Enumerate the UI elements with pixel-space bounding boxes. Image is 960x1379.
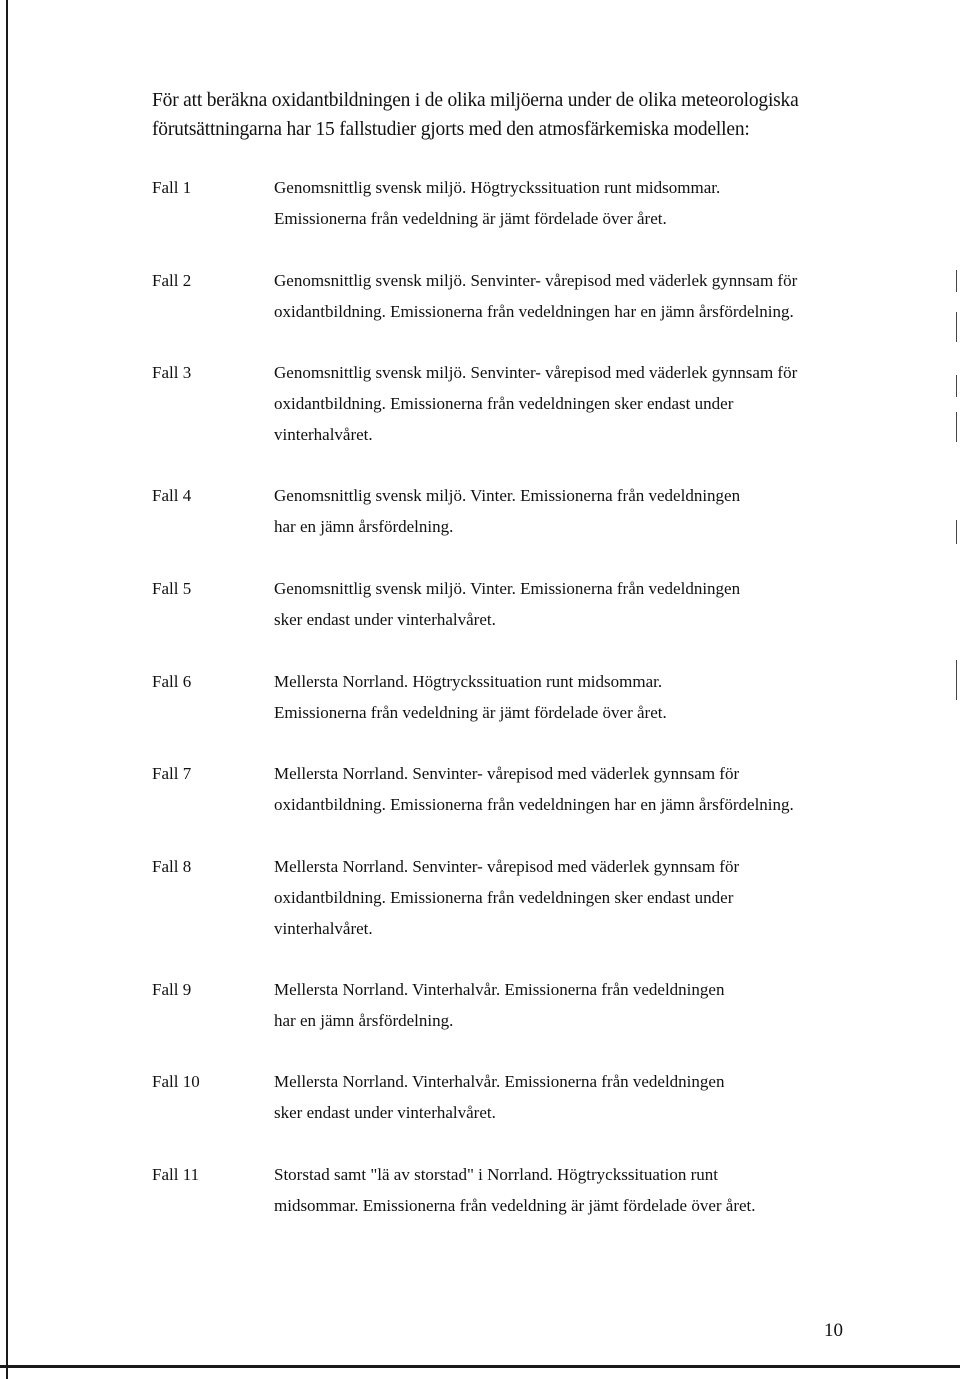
case-label: Fall 8: [152, 857, 192, 876]
case-line: oxidantbildning. Emissionerna från vedeldningen har en jämn årsfördelning.: [274, 795, 794, 814]
case-description: [274, 666, 864, 728]
case-line: midsommar. Emissionerna från vedeldning är jämt fördelade över året.: [274, 1196, 756, 1215]
case-label: Fall 11: [152, 1165, 200, 1184]
case-line: Genomsnittlig svensk miljö. Vinter. Emissionerna från vedeldningen: [274, 579, 741, 598]
case-label: Fall 10: [152, 1072, 200, 1091]
case-line: Mellersta Norrland. Högtryckssituation runt midsommar.: [274, 672, 663, 691]
case-line: Genomsnittlig svensk miljö. Vinter. Emissionerna från vedeldningen: [274, 486, 741, 505]
case-line: Mellersta Norrland. Senvinter- vårepisod med väderlek gynnsam för: [274, 857, 740, 876]
case-line: Emissionerna från vedeldning är jämt fördelade över året.: [274, 703, 667, 722]
case-line: oxidantbildning. Emissionerna från vedeldningen sker endast under: [274, 394, 734, 413]
case-line: har en jämn årsfördelning.: [274, 1011, 454, 1030]
scan-mark: [956, 270, 957, 292]
case-label: Fall 9: [152, 980, 192, 999]
case-label: Fall 4: [152, 486, 192, 505]
intro-line: För att beräkna oxidantbildningen i de olika miljöerna under de olika meteorologiska: [152, 90, 799, 111]
case-line: sker endast under vinterhalvåret.: [274, 1103, 496, 1122]
case-line: har en jämn årsfördelning.: [274, 517, 454, 536]
case-description: [274, 758, 864, 820]
case-label: Fall 6: [152, 672, 192, 691]
case-description: [274, 480, 864, 542]
case-description: [274, 265, 864, 327]
case-line: Storstad samt "lä av storstad" i Norrland. Högtryckssituation runt: [274, 1165, 719, 1184]
case-description: [274, 1159, 864, 1221]
case-label: Fall 3: [152, 363, 192, 382]
case-line: sker endast under vinterhalvåret.: [274, 610, 496, 629]
case-label: Fall 7: [152, 764, 192, 783]
case-line: Mellersta Norrland. Vinterhalvår. Emissionerna från vedeldningen: [274, 1072, 725, 1091]
case-label: Fall 2: [152, 271, 192, 290]
case-label: Fall 5: [152, 579, 192, 598]
scan-mark: [956, 520, 957, 544]
case-line: oxidantbildning. Emissionerna från vedeldningen har en jämn årsfördelning.: [274, 302, 794, 321]
case-description: [274, 172, 864, 234]
case-line: Mellersta Norrland. Senvinter- vårepisod med väderlek gynnsam för: [274, 764, 740, 783]
page-number: 10: [824, 1320, 843, 1341]
case-description: [274, 573, 864, 635]
case-description: [274, 1066, 864, 1128]
case-line: vinterhalvåret.: [274, 919, 373, 938]
scan-edge-line: [6, 0, 8, 1379]
case-line: vinterhalvåret.: [274, 425, 373, 444]
scan-mark: [956, 375, 957, 397]
case-description: [274, 974, 864, 1036]
case-line: Genomsnittlig svensk miljö. Senvinter- vårepisod med väderlek gynnsam för: [274, 271, 798, 290]
case-line: Mellersta Norrland. Vinterhalvår. Emissionerna från vedeldningen: [274, 980, 725, 999]
case-line: oxidantbildning. Emissionerna från vedeldningen sker endast under: [274, 888, 734, 907]
case-description: [274, 357, 864, 450]
scan-mark: [956, 660, 957, 700]
scan-mark: [956, 312, 957, 342]
case-line: Genomsnittlig svensk miljö. Senvinter- vårepisod med väderlek gynnsam för: [274, 363, 798, 382]
intro-line: förutsättningarna har 15 fallstudier gjorts med den atmosfärkemiska modellen:: [152, 119, 750, 140]
bottom-rule: [0, 1365, 960, 1368]
intro-paragraph: [152, 86, 852, 144]
case-description: [274, 851, 864, 944]
scan-mark: [956, 412, 957, 442]
case-label: Fall 1: [152, 178, 192, 197]
case-line: Emissionerna från vedeldning är jämt fördelade över året.: [274, 209, 667, 228]
case-line: Genomsnittlig svensk miljö. Högtryckssituation runt midsommar.: [274, 178, 721, 197]
